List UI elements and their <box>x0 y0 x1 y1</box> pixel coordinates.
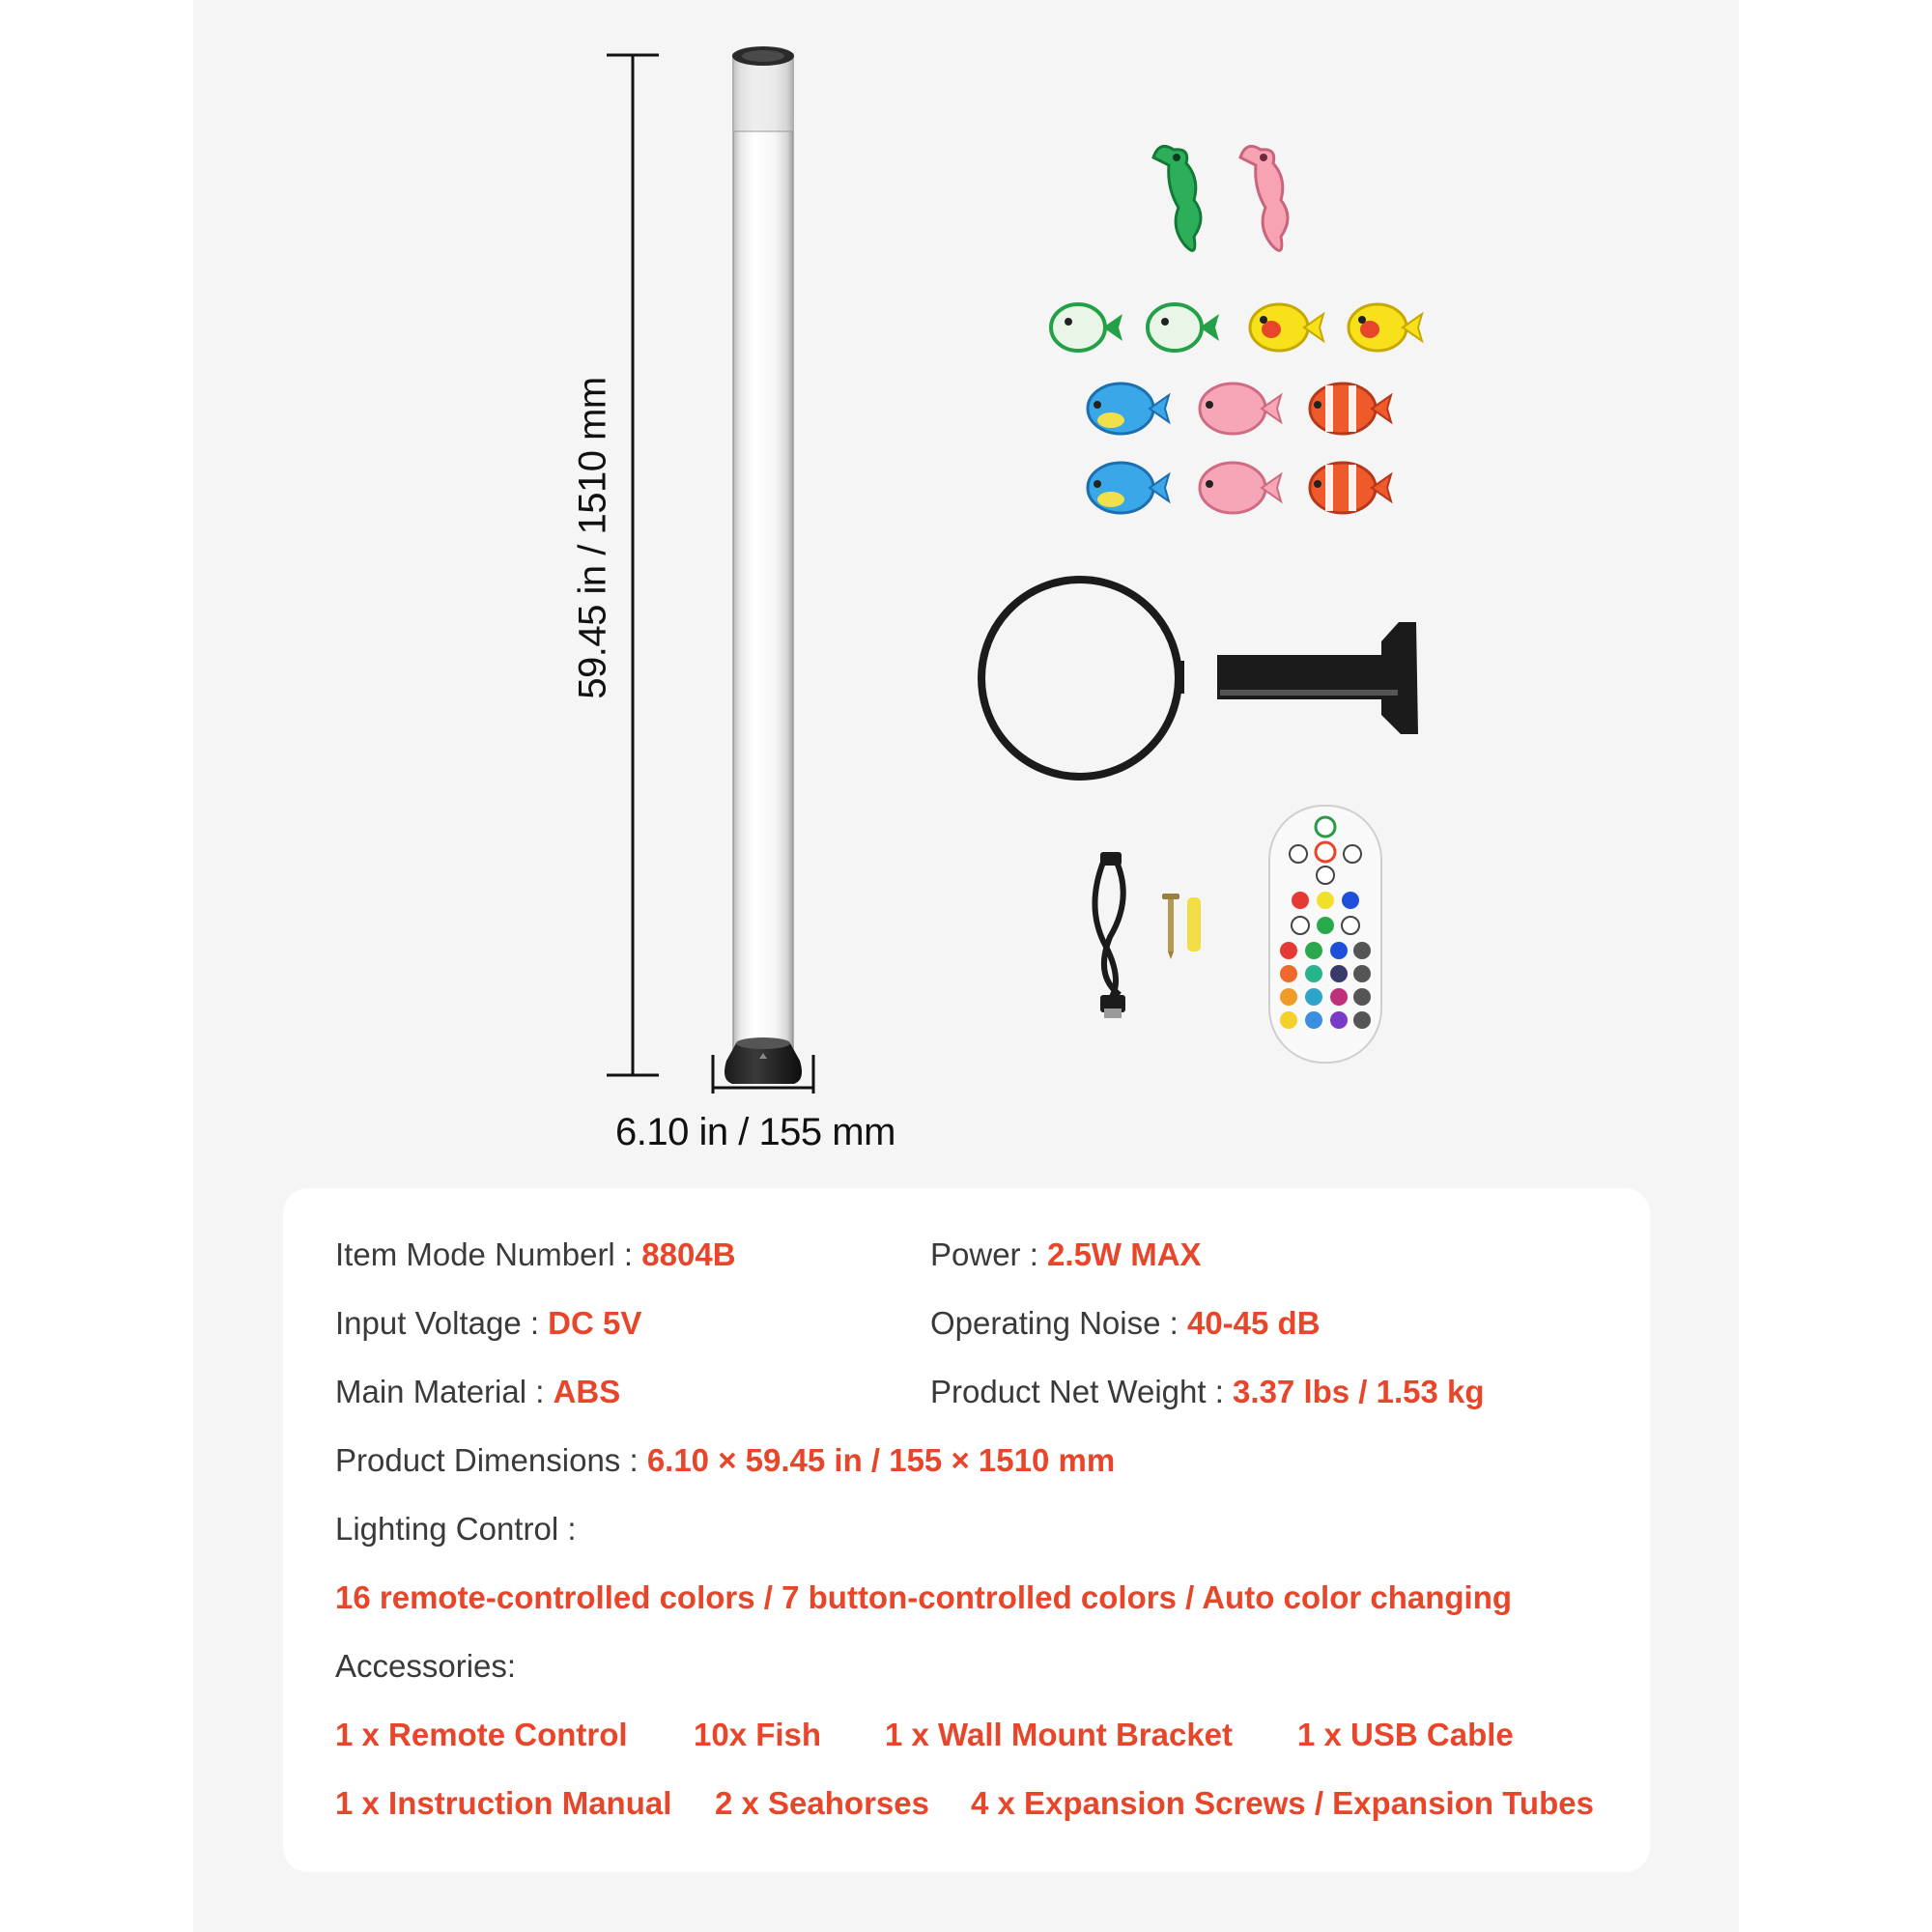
accessory-item: 10x Fish <box>694 1717 822 1752</box>
accessory-item: 4 x Expansion Screws / Expansion Tubes <box>971 1785 1594 1821</box>
spec-noise <box>930 1304 1321 1343</box>
spec-material-label: Main Material : <box>335 1374 554 1409</box>
accessory-item: 1 x Remote Control <box>335 1717 628 1752</box>
spec-voltage <box>335 1304 641 1343</box>
spec-dimensions-label: Product Dimensions : <box>335 1442 647 1478</box>
fish-icon <box>1148 304 1219 351</box>
spec-model <box>335 1236 736 1274</box>
spec-accessories-label <box>335 1647 516 1686</box>
spec-voltage-label: Input Voltage : <box>335 1305 549 1341</box>
fish-icon <box>1088 463 1169 513</box>
spec-power-value: 2.5W MAX <box>1047 1236 1202 1272</box>
spec-lighting-label <box>335 1510 576 1548</box>
wall-mount-bracket-icon <box>976 570 1430 792</box>
usb-cable-icon <box>1077 850 1154 1019</box>
remote-control-icon <box>1265 802 1386 1067</box>
fish-icon <box>1051 304 1122 351</box>
spec-accessories-label-text: Accessories: <box>335 1648 517 1684</box>
fish-icon <box>1250 304 1323 351</box>
spec-model-label: Item Mode Numberl : <box>335 1236 642 1272</box>
spec-weight-value: 3.37 lbs / 1.53 kg <box>1233 1374 1485 1409</box>
expansion-tube-icon <box>1187 897 1201 952</box>
spec-lighting-value <box>335 1578 1512 1617</box>
spec-noise-value: 40-45 dB <box>1186 1305 1321 1341</box>
spec-noise-label: Operating Noise : <box>930 1305 1187 1341</box>
spec-power <box>930 1236 1202 1274</box>
seahorses-icon <box>1140 130 1314 270</box>
fish-icon <box>1200 463 1281 513</box>
fish-icon <box>1310 384 1391 434</box>
spec-lighting-value-text: 16 remote-controlled colors / 7 button-controlled colors / Auto color changing <box>335 1579 1513 1615</box>
bubble-tube-lamp-icon <box>705 39 821 1092</box>
width-dimension-line <box>705 1053 821 1096</box>
width-label: 6.10 in / 155 mm <box>615 1111 895 1153</box>
spec-weight <box>930 1373 1485 1411</box>
spec-dimensions-value: 6.10 × 59.45 in / 155 × 1510 mm <box>646 1442 1116 1478</box>
spec-weight-label: Product Net Weight : <box>930 1374 1234 1409</box>
fish-icon <box>1088 384 1169 434</box>
height-label: 59.45 in / 1510 mm <box>571 377 614 699</box>
spec-model-value: 8804B <box>641 1236 736 1272</box>
accessory-item: 1 x Wall Mount Bracket <box>885 1717 1234 1752</box>
fish-icon <box>1310 463 1391 513</box>
spec-material <box>335 1373 620 1411</box>
spec-power-label: Power : <box>930 1236 1048 1272</box>
fish-group-icon <box>1041 295 1428 531</box>
seahorse-icon <box>1153 146 1201 250</box>
accessory-item: 1 x USB Cable <box>1297 1717 1514 1752</box>
fish-icon <box>1349 304 1422 351</box>
spec-lighting-label-text: Lighting Control : <box>335 1511 577 1547</box>
expansion-screw-icon <box>1154 894 1212 961</box>
spec-dimensions <box>335 1441 1115 1480</box>
spec-voltage-value: DC 5V <box>548 1305 642 1341</box>
fish-icon <box>1200 384 1281 434</box>
spec-material-value: ABS <box>553 1374 621 1409</box>
accessory-item: 1 x Instruction Manual <box>335 1785 672 1821</box>
accessory-item: 2 x Seahorses <box>715 1785 929 1821</box>
seahorse-icon <box>1240 146 1288 250</box>
